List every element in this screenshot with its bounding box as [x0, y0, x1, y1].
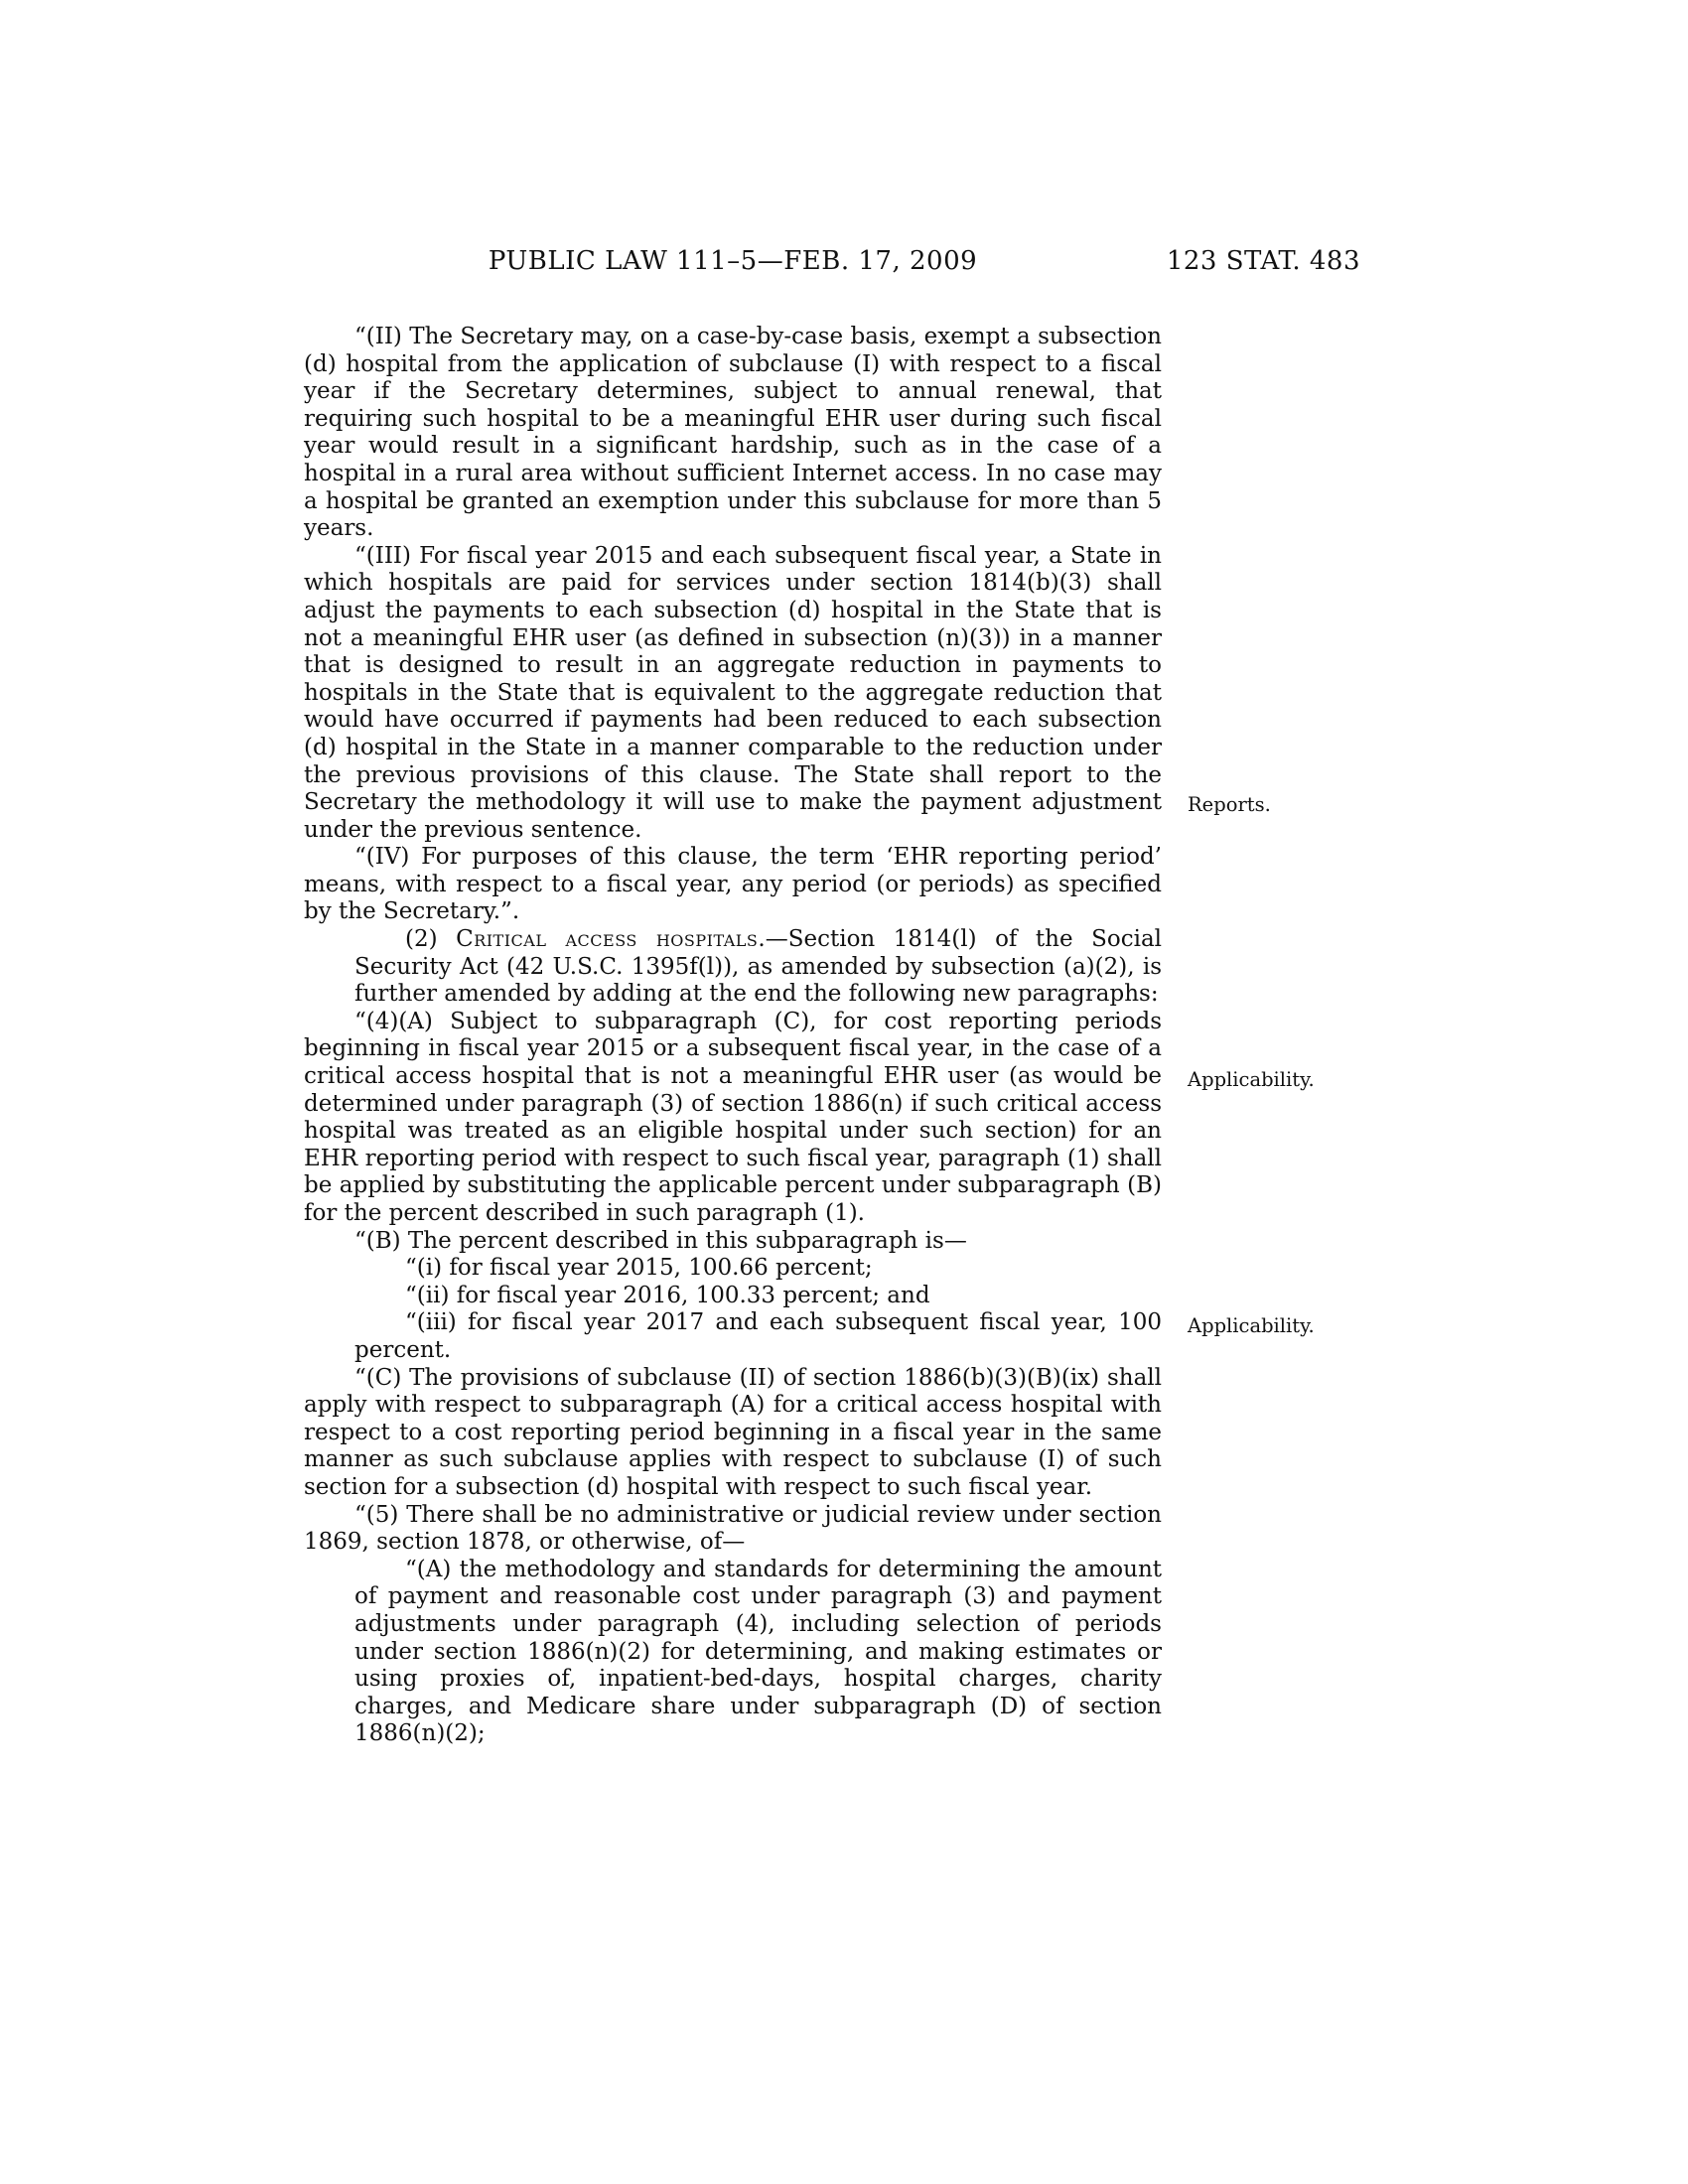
- margin-note-applicability-2: Applicability.: [1188, 1314, 1315, 1337]
- paragraph-2-critical-access-hospitals: [354, 926, 1162, 1009]
- paragraph-A: “(A) the methodology and standards for determining the amount of payment and reasonable cost under paragraph (3) and payment adjustments under paragraph (4), including selection of periods under section 1886(n)(2) for determining, and making estimates or using proxies of, inpatient-bed-days, hospital charges, charity charges, and Medicare share under subparagraph (D) of section 1886(n)(2);: [354, 1556, 1162, 1747]
- statute-text-column: [304, 324, 1162, 1748]
- margin-note-reports: Reports.: [1188, 793, 1271, 816]
- list-item-ii: “(ii) for fiscal year 2016, 100.33 percent; and: [405, 1282, 930, 1308]
- list-item-iii: “(iii) for fiscal year 2017 and each subsequent fiscal year, 100 percent.: [354, 1309, 1162, 1363]
- paragraph-5: “(5) There shall be no administrative or judicial review under section 1869, section 1878, or otherwise, of—: [304, 1501, 1162, 1556]
- paragraph-2-heading: Critical access hospitals: [456, 926, 759, 953]
- page-header-stat-number: 123 STAT. 483: [1166, 246, 1360, 276]
- paragraph-4A: “(4)(A) Subject to subparagraph (C), for cost reporting periods beginning in fiscal year 2015 or a subsequent fiscal year, in the case of a critical access hospital that is not a meaningful EHR user (as would be determined under paragraph (3) of section 1886(n) if such critical access hospital was treated as an eligible hospital under such section) for an EHR reporting period with respect to such fiscal year, paragraph (1) shall be applied by substituting the applicable percent under subparagraph (B) for the percent described in such paragraph (1).: [304, 1008, 1162, 1226]
- paragraph-2-number: (2): [405, 926, 457, 953]
- paragraph-clause-III: “(III) For fiscal year 2015 and each subsequent fiscal year, a State in which hospitals are paid for services under section 1814(b)(3) shall adjust the payments to each subsection (d) hospital in the State that is not a meaningful EHR user (as defined in subsection (n)(3)) in a manner that is designed to result in an aggregate reduction in payments to hospitals in the State that is equivalent to the aggregate reduction that would have occurred if payments had been reduced to each subsection (d) hospital in the State in a manner comparable to the reduction under the previous provisions of this clause. The State shall report to the Secretary the methodology it will use to make the payment adjustment under the previous sentence.: [304, 542, 1162, 843]
- list-item-i: “(i) for fiscal year 2015, 100.66 percent;: [405, 1255, 873, 1282]
- paragraph-B: “(B) The percent described in this subparagraph is—: [354, 1227, 967, 1254]
- margin-note-applicability-1: Applicability.: [1188, 1068, 1315, 1091]
- paragraph-clause-IV: “(IV) For purposes of this clause, the term ‘EHR reporting period’ means, with respect to a fiscal year, any period (or periods) as specified by the Secretary.”.: [304, 844, 1162, 925]
- paragraph-C: “(C) The provisions of subclause (II) of section 1886(b)(3)(B)(ix) shall apply with respect to subparagraph (A) for a critical access hospital with respect to a cost reporting period beginning in a fiscal year in the same manner as such subclause applies with respect to subclause (I) of such section for a subsection (d) hospital with respect to such fiscal year.: [304, 1364, 1162, 1500]
- paragraph-clause-II: “(II) The Secretary may, on a case-by-case basis, exempt a subsection (d) hospital from the application of subclause (I) with respect to a fiscal year if the Secretary determines, subject to annual renewal, that requiring such hospital to be a meaningful EHR user during such fiscal year would result in a significant hardship, such as in the case of a hospital in a rural area without sufficient Internet access. In no case may a hospital be granted an exemption under this subclause for more than 5 years.: [304, 324, 1162, 542]
- page-header-law-title: PUBLIC LAW 111–5—FEB. 17, 2009: [488, 246, 978, 276]
- paragraph-2-text: .—Section 1814(l) of the Social Security Act (42 U.S.C. 1395f(l)), as amended by subsection (a)(2), is further amended by adding at the end the following new paragraphs:: [354, 926, 1163, 1008]
